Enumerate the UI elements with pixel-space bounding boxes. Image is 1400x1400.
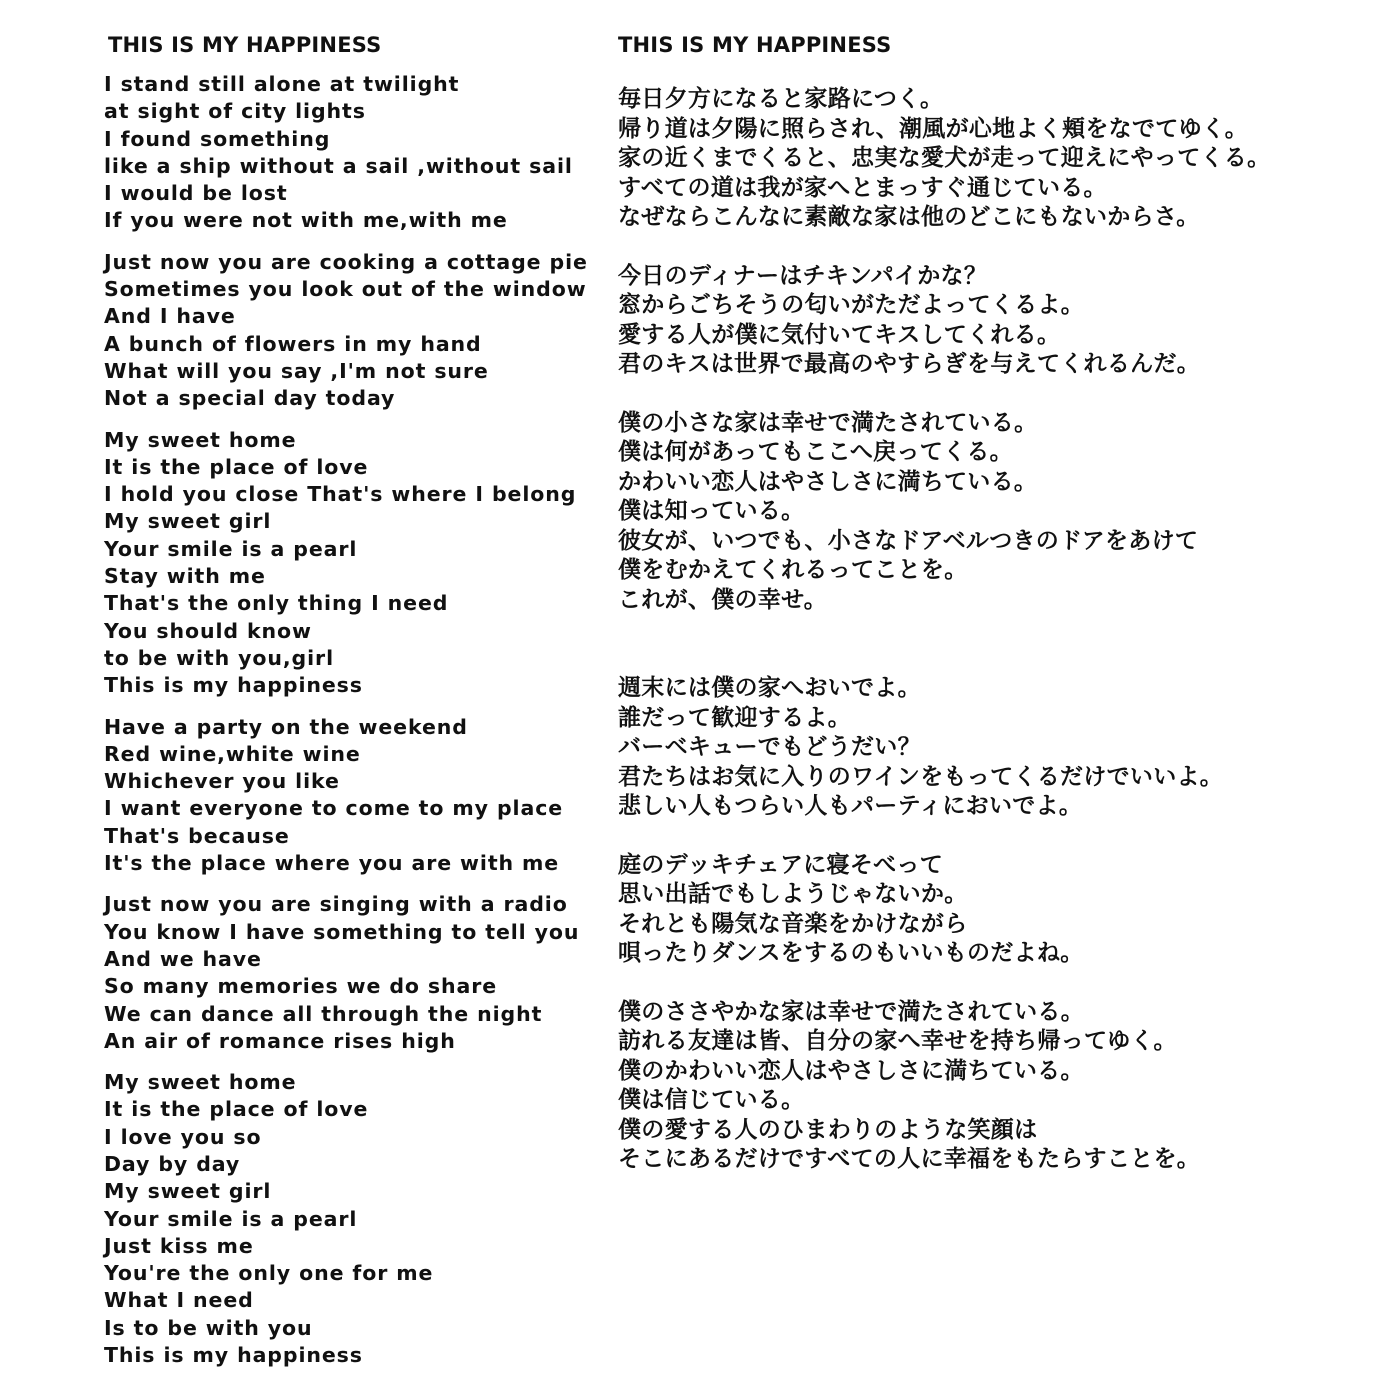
lyric-line: An air of romance rises high [104, 1028, 456, 1053]
lyric-line: Red wine,white wine [104, 741, 361, 766]
lyric-line: そこにあるだけですべての人に幸福をもたらすことを。 [618, 1146, 1201, 1172]
lyric-line: 彼女が、いつでも、小さなドアベルつきのドアをあけて [618, 527, 1199, 554]
lyric-line: It is the place of love [104, 1097, 369, 1122]
lyric-line: My sweet home [104, 427, 297, 452]
lyric-line: You're the only one for me [104, 1261, 434, 1286]
lyric-line: 窓からごちそうの匂いがただよってくるよ。 [618, 292, 1084, 318]
lyric-line: Stay with me [104, 564, 266, 589]
lyric-line: 思い出話でもしようじゃないか。 [618, 881, 968, 907]
lyric-line: 僕の小さな家は幸せで満たされている。 [618, 409, 1038, 436]
english-stanza [104, 71, 594, 235]
lyric-line: My sweet girl [104, 509, 272, 534]
lyric-line: It is the place of love [104, 454, 369, 479]
english-stanza [104, 891, 594, 1055]
lyric-line: My sweet girl [104, 1179, 272, 1204]
japanese-stanza [618, 85, 1378, 233]
japanese-stanza [618, 851, 1378, 969]
lyric-line: What will you say ,I'm not sure [104, 358, 489, 383]
lyric-line: Just now you are singing with a radio [104, 892, 568, 917]
lyric-line: That's the only thing I need [104, 591, 449, 616]
lyric-line: You know I have something to tell you [104, 919, 580, 944]
lyric-line: 毎日夕方になると家路につく。 [618, 86, 944, 112]
lyric-line: 僕の愛する人のひまわりのような笑顔は [618, 1116, 1038, 1143]
lyric-line: かわいい恋人はやさしさに満ちている。 [618, 468, 1038, 495]
english-lyrics-column [104, 0, 594, 1383]
lyric-line: I stand still alone at twilight [104, 72, 460, 96]
lyric-line: 訪れる友達は皆、自分の家へ幸せを持ち帰ってゆく。 [618, 1028, 1177, 1054]
lyric-line: 唄ったりダンスをするのもいいものだよね。 [618, 940, 1084, 966]
lyric-line: And we have [104, 946, 262, 971]
lyric-line: 誰だって歓迎するよ。 [618, 704, 851, 731]
lyric-line: 君のキスは世界で最高のやすらぎを与えてくれるんだ。 [618, 351, 1201, 377]
lyric-line: I hold you close That's where I belong [104, 482, 577, 507]
lyric-line: A bunch of flowers in my hand [104, 331, 482, 356]
lyric-line: to be with you,girl [104, 645, 334, 670]
japanese-title: THIS IS MY HAPPINESS [618, 33, 892, 57]
japanese-lyrics-column [618, 0, 1378, 1204]
lyric-line: My sweet home [104, 1070, 297, 1095]
lyric-line: 週末には僕の家へおいでよ。 [618, 675, 921, 701]
lyric-line: 僕のささやかな家は幸せで満たされている。 [618, 998, 1084, 1025]
english-stanza [104, 714, 594, 878]
lyric-line: That's because [104, 823, 290, 848]
lyric-line: Your smile is a pearl [104, 1206, 358, 1231]
lyric-line: If you were not with me,with me [104, 208, 508, 233]
lyric-line: 僕をむかえてくれるってことを。 [618, 557, 968, 583]
lyric-line: 悲しい人もつらい人もパーティにおいでよ。 [618, 793, 1083, 819]
lyric-line: I found something [104, 126, 331, 151]
lyric-line: 君たちはお気に入りのワインをもってくるだけでいいよ。 [618, 763, 1224, 790]
lyric-line: 僕のかわいい恋人はやさしさに満ちている。 [618, 1057, 1084, 1084]
japanese-stanza [618, 262, 1378, 380]
english-stanza [104, 1069, 594, 1369]
lyric-line: 僕は知っている。 [618, 498, 805, 524]
lyric-line: I would be lost [104, 181, 288, 206]
lyric-line: 今日のディナーはチキンパイかな？ [618, 262, 988, 289]
lyric-line: 僕は何があってもここへ戻ってくる。 [618, 439, 1013, 465]
japanese-stanza [618, 409, 1378, 616]
english-stanza [104, 427, 594, 700]
lyric-line: Sometimes you look out of the window [104, 277, 587, 302]
lyric-line: Not a special day today [104, 386, 396, 411]
lyric-line: This is my happiness [104, 1343, 363, 1368]
lyric-line: 僕は信じている。 [618, 1087, 805, 1113]
lyric-line: Day by day [104, 1151, 241, 1176]
english-stanza [104, 249, 594, 413]
lyric-line: 愛する人が僕に気付いてキスしてくれる。 [618, 321, 1061, 348]
japanese-stanza [618, 998, 1378, 1175]
lyric-line: I love you so [104, 1124, 262, 1149]
japanese-stanzas [618, 85, 1378, 1175]
lyric-line: なぜならこんなに素敵な家は他のどこにもないからさ。 [618, 204, 1200, 230]
lyric-line: I want everyone to come to my place [104, 796, 564, 821]
lyric-line: It's the place where you are with me [104, 851, 560, 876]
english-stanzas [104, 71, 594, 1369]
lyric-line: 家の近くまでくると、忠実な愛犬が走って迎えにやってくる。 [618, 145, 1271, 171]
lyric-line: And I have [104, 304, 236, 329]
lyric-line: Whichever you like [104, 769, 340, 794]
lyric-line: Have a party on the weekend [104, 714, 468, 739]
lyric-line: You should know [104, 618, 312, 643]
lyric-line: This is my happiness [104, 673, 363, 698]
lyric-line: 帰り道は夕陽に照らされ、潮風が心地よく頬をなでてゆく。 [618, 115, 1249, 142]
lyric-line: Just kiss me [104, 1233, 254, 1258]
lyric-line: バーベキューでもどうだい？ [618, 734, 921, 760]
lyric-line: これが、僕の幸せ。 [618, 586, 828, 613]
japanese-stanza [618, 674, 1378, 822]
lyric-line: at sight of city lights [104, 99, 366, 124]
lyric-line: like a ship without a sail ,without sail [104, 153, 573, 178]
lyric-line: それとも陽気な音楽をかけながら [618, 910, 968, 937]
lyric-line: So many memories we do share [104, 974, 498, 999]
lyric-line: Is to be with you [104, 1315, 313, 1340]
english-title: THIS IS MY HAPPINESS [108, 33, 382, 57]
lyric-line: すべての道は我が家へとまっすぐ通じている。 [618, 174, 1107, 201]
lyric-line: 庭のデッキチェアに寝そべって [618, 851, 944, 878]
lyric-line: What I need [104, 1288, 254, 1313]
lyric-line: We can dance all through the night [104, 1001, 543, 1026]
lyric-line: Just now you are cooking a cottage pie [104, 249, 588, 274]
lyric-line: Your smile is a pearl [104, 536, 358, 561]
